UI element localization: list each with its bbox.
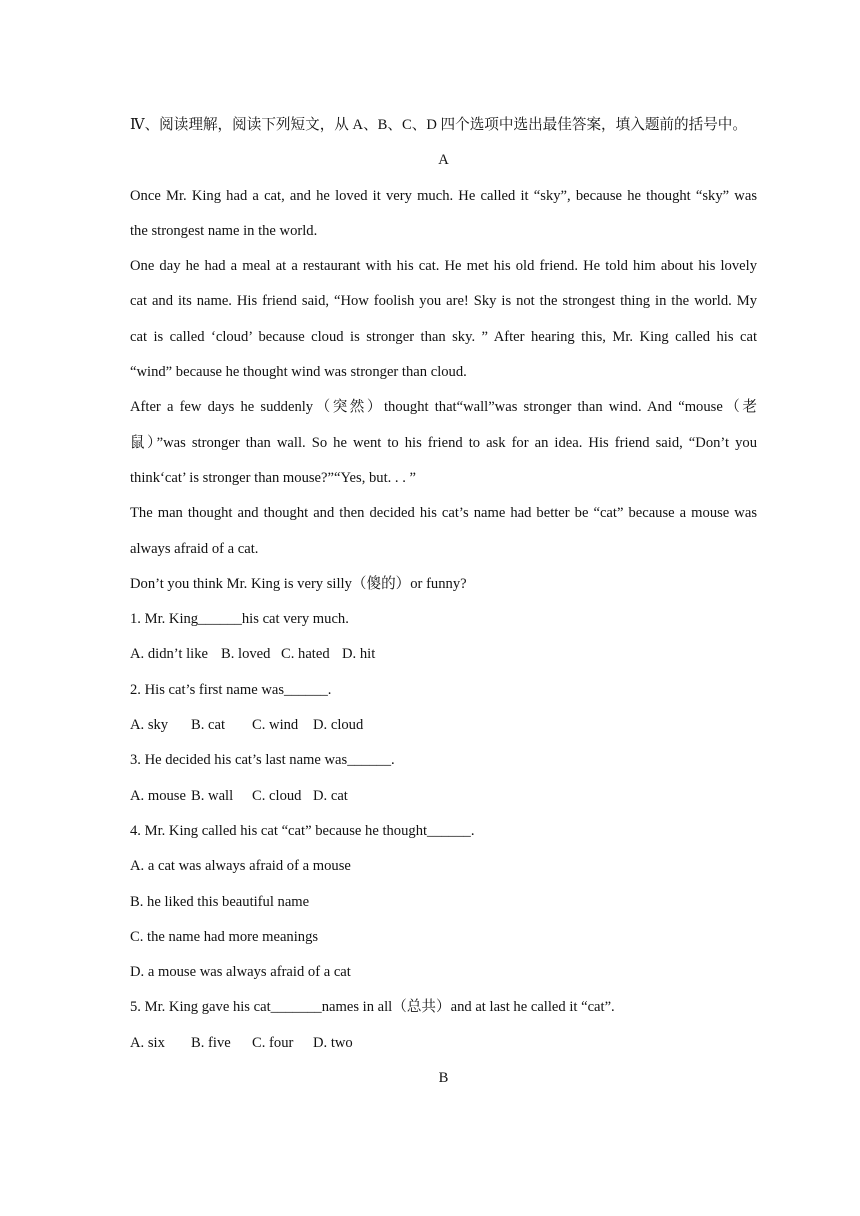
option: A. sky — [130, 717, 169, 734]
passage-line: After a few days he suddenly（突然）thought that“wall”was stronger than wind. And “mouse（老 — [130, 399, 757, 416]
passage-line: always afraid of a cat. — [130, 540, 259, 557]
section-a-label: A — [438, 152, 449, 169]
option: D. a mouse was always afraid of a cat — [130, 964, 351, 981]
instruction-text: Ⅳ、阅读理解，阅读下列短文，从 A、B、C、D 四个选项中选出最佳答案，填入题前的括号中。 — [130, 117, 747, 133]
option: D. two — [313, 1034, 353, 1051]
question-stem: 4. Mr. King called his cat “cat” because he thought______. — [130, 822, 475, 839]
option: C. wind — [252, 717, 299, 734]
question-stem: 5. Mr. King gave his cat_______names in all（总共）and at last he called it “cat”. — [130, 999, 615, 1016]
question-options — [130, 1026, 757, 1061]
option: C. four — [252, 1034, 294, 1051]
passage-line: think‘cat’ is stronger than mouse?”“Yes, but. . . ” — [130, 469, 417, 486]
option: D. cat — [313, 787, 348, 804]
option: C. the name had more meanings — [130, 928, 319, 945]
passage-line: One day he had a meal at a restaurant with his cat. He met his old friend. He told him about his lovely — [130, 258, 757, 275]
option: A. mouse — [130, 787, 186, 804]
passage-line: “wind” because he thought wind was stronger than cloud. — [130, 364, 467, 381]
option: C. cloud — [252, 787, 302, 804]
option: C. hated — [281, 646, 330, 663]
passage-line: Don’t you think Mr. King is very silly（傻的）or funny? — [130, 575, 467, 592]
passage-line: Once Mr. King had a cat, and he loved it very much. He called it “sky”, because he thought “sky” was — [130, 187, 757, 204]
option: A. a cat was always afraid of a mouse — [130, 858, 351, 875]
passage-line: The man thought and thought and then decided his cat’s name had better be “cat” because a mouse was — [130, 505, 757, 522]
option: D. hit — [342, 646, 376, 663]
passage — [130, 179, 757, 603]
passage-line: cat is called ‘cloud’ because cloud is stronger than sky. ” After hearing this, Mr. King called his cat — [130, 328, 757, 345]
question-options — [130, 779, 757, 814]
question-options — [130, 708, 757, 743]
option: B. five — [191, 1034, 231, 1051]
option: D. cloud — [313, 717, 364, 734]
option: B. cat — [191, 717, 226, 734]
option: A. six — [130, 1034, 165, 1051]
document-page — [130, 108, 757, 1096]
option: B. loved — [221, 646, 271, 663]
question-stem: 3. He decided his cat’s last name was______. — [130, 752, 395, 769]
passage-line: 鼠）”was stronger than wall. So he went to his friend to ask for an idea. His friend said, “Don’t you — [130, 434, 757, 451]
passage-line: the strongest name in the world. — [130, 222, 318, 239]
option: B. he liked this beautiful name — [130, 893, 310, 910]
passage-line: cat and its name. His friend said, “How foolish you are! Sky is not the strongest thing in the world. My — [130, 293, 757, 310]
section-b-label: B — [438, 1070, 449, 1087]
question-stem: 1. Mr. King______his cat very much. — [130, 611, 349, 628]
option: B. wall — [191, 787, 234, 804]
question-options — [130, 637, 757, 672]
option: A. didn’t like — [130, 646, 208, 663]
question-stem: 2. His cat’s first name was______. — [130, 681, 332, 698]
